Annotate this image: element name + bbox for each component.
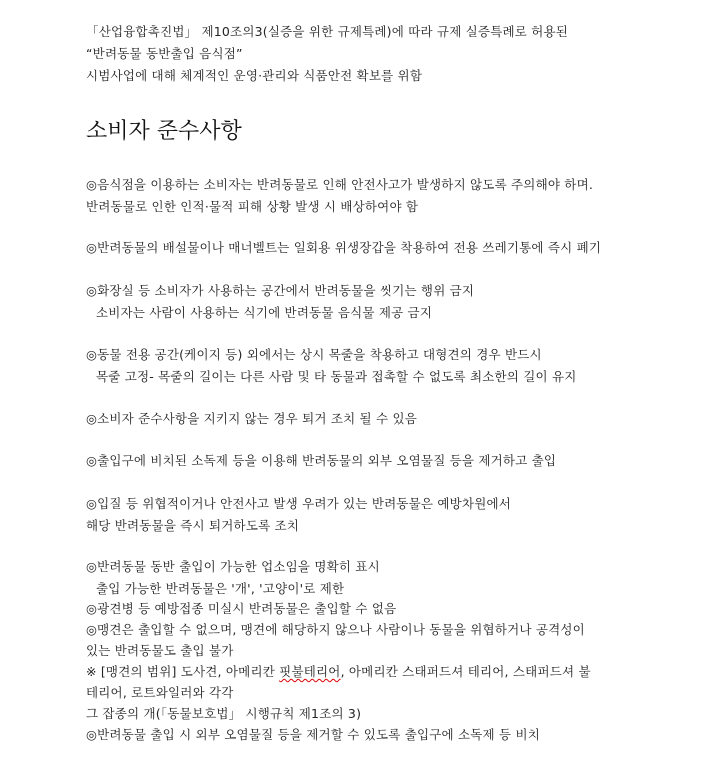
final-line-3: ◎광견병 등 예방접종 미실시 반려동물은 출입할 수 없음 [86,601,397,616]
item-5-line-1: ◎소비자 준수사항을 지키지 않는 경우 퇴거 조치 될 수 있음 [86,411,417,426]
item-6-line-1: ◎출입구에 비치된 소독제 등을 이용해 반려동물의 외부 오염물질 등을 제거하고 출입 [86,453,557,468]
item-4-line-2: 목줄 고정- 목줄의 길이는 다른 사람 및 타 동물과 접촉할 수 없도록 최소한의 길이 유지 [96,369,577,384]
final-line-7: 테리어, 로트와일러와 각각 [86,685,234,700]
section-title: 소비자 준수사항 [86,119,242,144]
item-3-line-1: ◎화장실 등 소비자가 사용하는 공간에서 반려동물을 씻기는 행위 금지 [86,283,475,298]
item-7-line-2: 해당 반려동물을 즉시 퇴거하도록 조치 [86,518,300,533]
intro-line-3: 시범사업에 대해 체계적인 운영·관리와 식품안전 확보를 위함 [86,68,423,83]
item-4-line-1: ◎동물 전용 공간(케이지 등) 외에서는 상시 목줄을 착용하고 대형견의 경우 반드시 [86,347,542,362]
item-1-line-2: 반려동물로 인한 인적·물적 피해 상황 발생 시 배상하여야 함 [86,199,419,214]
final-line-8: 그 잡종의 개(「동물보호법」 시행규칙 제1조의 3) [86,706,362,721]
intro-line-1: 「산업융합촉진법」 제10조의3(실증을 위한 규제특례)에 따라 규제 실증특례로 허용된 [86,24,569,39]
spellcheck-word: 핏불테리어 [279,664,341,679]
final-line-2: 출입 가능한 반려동물은 '개', '고양이'로 제한 [96,581,345,596]
final-line-9: ◎반려동물 출입 시 외부 오염물질 등을 제거할 수 있도록 출입구에 소독제 등 비치 [86,727,540,742]
item-7-line-1: ◎입질 등 위협적이거나 안전사고 발생 우려가 있는 반려동물은 예방차원에서 [86,496,512,511]
final-line-6-part-c: , 아메리칸 스태퍼드셔 테리어, 스태퍼드셔 불 [340,664,591,679]
item-1-line-1: ◎음식점을 이용하는 소비자는 반려동물로 인해 안전사고가 발생하지 않도록 주의해야 하며. [86,177,594,192]
final-line-6 [86,664,591,680]
final-line-5: 있는 반려동물도 출입 불가 [86,643,234,658]
final-line-1: ◎반려동물 동반 출입이 가능한 업소임을 명확히 표시 [86,559,380,574]
intro-line-2: “반려동물 동반출입 음식점” [86,46,243,61]
final-line-6-part-a: ※ [맹견의 범위] 도사견, 아메리칸 [86,664,280,679]
item-3-line-2: 소비자는 사람이 사용하는 식기에 반려동물 음식물 제공 금지 [96,305,433,320]
final-line-4: ◎맹견은 출입할 수 없으며, 맹견에 해당하지 않으나 사람이나 동물을 위협하거나 공격성이 [86,622,585,637]
item-2-line-1: ◎반려동물의 배설물이나 매너벨트는 일회용 위생장갑을 착용하여 전용 쓰레기통에 즉시 폐기 [86,240,602,255]
